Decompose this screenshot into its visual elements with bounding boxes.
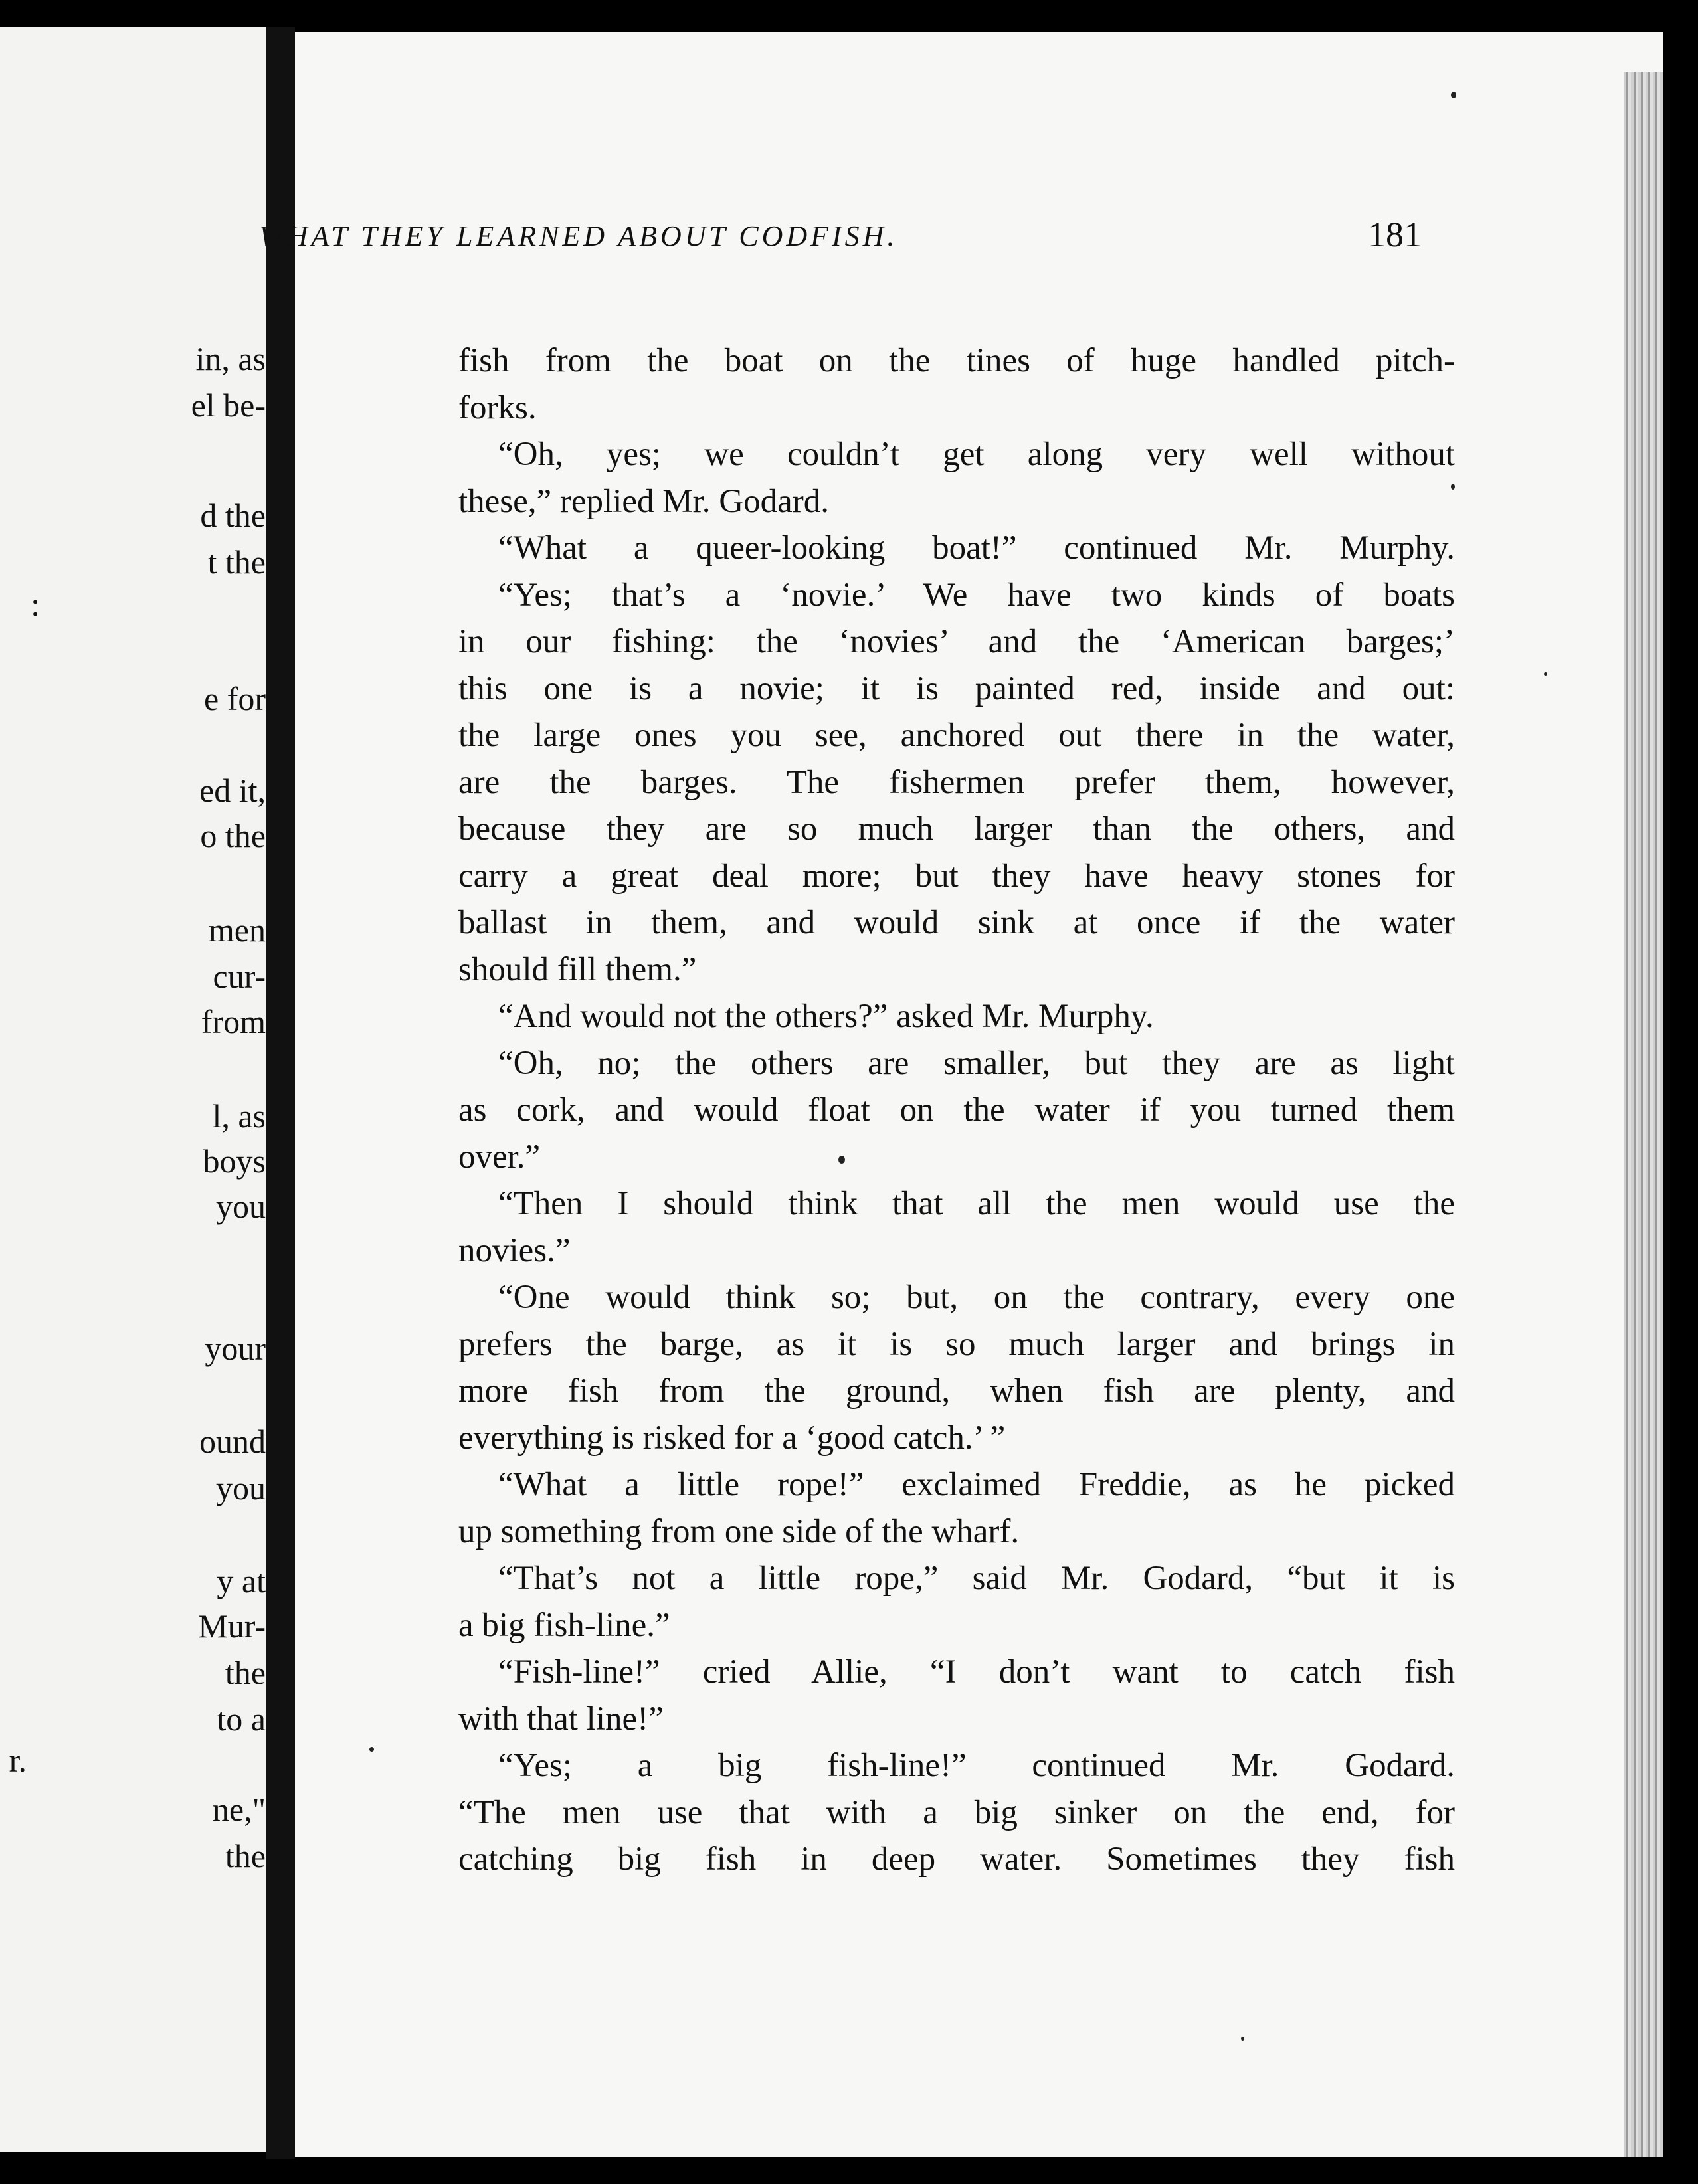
text-line: “What a queer-looking boat!” continued Mr. Murphy. [498,529,1455,567]
left-page-line: from [201,1003,266,1040]
left-page-line: you [216,1188,266,1225]
text-line: should fill them.” [458,951,697,988]
left-page-line: ne," [212,1791,266,1828]
left-page-line: o the [200,817,266,854]
page-number: 181 [1368,215,1422,254]
text-line: “Oh, yes; we couldn’t get along very well without [498,436,1455,473]
text-line: are the barges. The fishermen prefer them, however, [458,763,1455,801]
print-speck [1544,672,1547,676]
running-head: WHAT THEY LEARNED ABOUT CODFISH. [259,220,898,252]
left-page-line: y at [217,1562,266,1599]
page-header [259,215,1422,266]
text-line: up something from one side of the wharf. [458,1512,1020,1550]
left-page-line: t the [207,543,266,581]
left-page-line: in, as [195,340,266,377]
left-page-line: the [225,1837,266,1874]
text-line: because they are so much larger than the others, and [458,810,1455,848]
text-line: “The men use that with a big sinker on the end, for [458,1793,1455,1831]
text-line: ballast in them, and would sink at once if the water [458,904,1455,941]
text-line: everything is risked for a ‘good catch.’ ” [458,1419,1006,1457]
text-line: fish from the boat on the tines of huge handled pitch- [458,342,1455,379]
book-gutter [266,27,295,2159]
text-line: “And would not the others?” asked Mr. Murphy. [498,998,1154,1035]
left-page-line: ound [199,1423,266,1460]
left-page-line: d the [200,497,266,534]
page-body [458,337,1455,1883]
left-page-line: you [216,1469,266,1506]
text-line: prefers the barge, as it is so much larger and brings in [458,1325,1455,1363]
text-line: catching big fish in deep water. Sometimes they fish [458,1841,1455,1878]
text-line: more fish from the ground, when fish are plenty, and [458,1372,1455,1410]
text-line: this one is a novie; it is painted red, inside and out: [458,670,1455,707]
text-line: “Yes; a big fish-line!” continued Mr. Godard. [498,1747,1455,1784]
left-page-line: e for [204,680,266,717]
left-page-line: boys [203,1142,266,1180]
left-page-line: your [205,1330,266,1367]
text-line: over.” [458,1138,541,1176]
text-line: the large ones you see, anchored out there in the water, [458,717,1455,754]
text-line: forks. [458,389,537,426]
text-line: as cork, and would float on the water if you turned them [458,1091,1455,1129]
text-line: “That’s not a little rope,” said Mr. Godard, “but it is [498,1560,1455,1597]
text-line: “Oh, no; the others are smaller, but they are as light [498,1044,1455,1082]
text-line: in our fishing: the ‘novies’ and the ‘American barges;’ [458,623,1455,660]
left-page-line: r. [9,1742,27,1779]
print-speck [1241,2037,1244,2041]
left-page-line: cur- [213,958,266,995]
left-page-line: Mur- [198,1607,266,1645]
text-line: a big fish-line.” [458,1606,670,1644]
left-page-line: el be- [191,387,266,424]
text-line: “Fish-line!” cried Allie, “I don’t want to catch fish [498,1653,1455,1690]
text-line: “Then I should think that all the men would use the [498,1185,1455,1222]
text-line: “What a little rope!” exclaimed Freddie, as he picked [498,1466,1455,1503]
left-page-line: : [31,586,40,623]
text-line: novies.” [458,1231,571,1269]
print-speck [1451,92,1456,98]
page-stack-edge [1624,72,1663,2157]
left-page-line: ed it, [199,772,266,809]
text-line: these,” replied Mr. Godard. [458,482,829,520]
text-line: with that line!” [458,1700,664,1738]
text-line: “One would think so; but, on the contrary, every one [498,1279,1455,1316]
print-speck [369,1747,374,1752]
previous-page-fragment [0,27,266,2152]
left-page-line: the [225,1654,266,1691]
text-line: carry a great deal more; but they have heavy stones for [458,857,1455,895]
text-line: “Yes; that’s a ‘novie.’ We have two kinds of boats [498,576,1455,614]
left-page-line: l, as [212,1097,266,1135]
left-page-line: to a [217,1700,266,1738]
left-page-line: men [208,911,266,949]
